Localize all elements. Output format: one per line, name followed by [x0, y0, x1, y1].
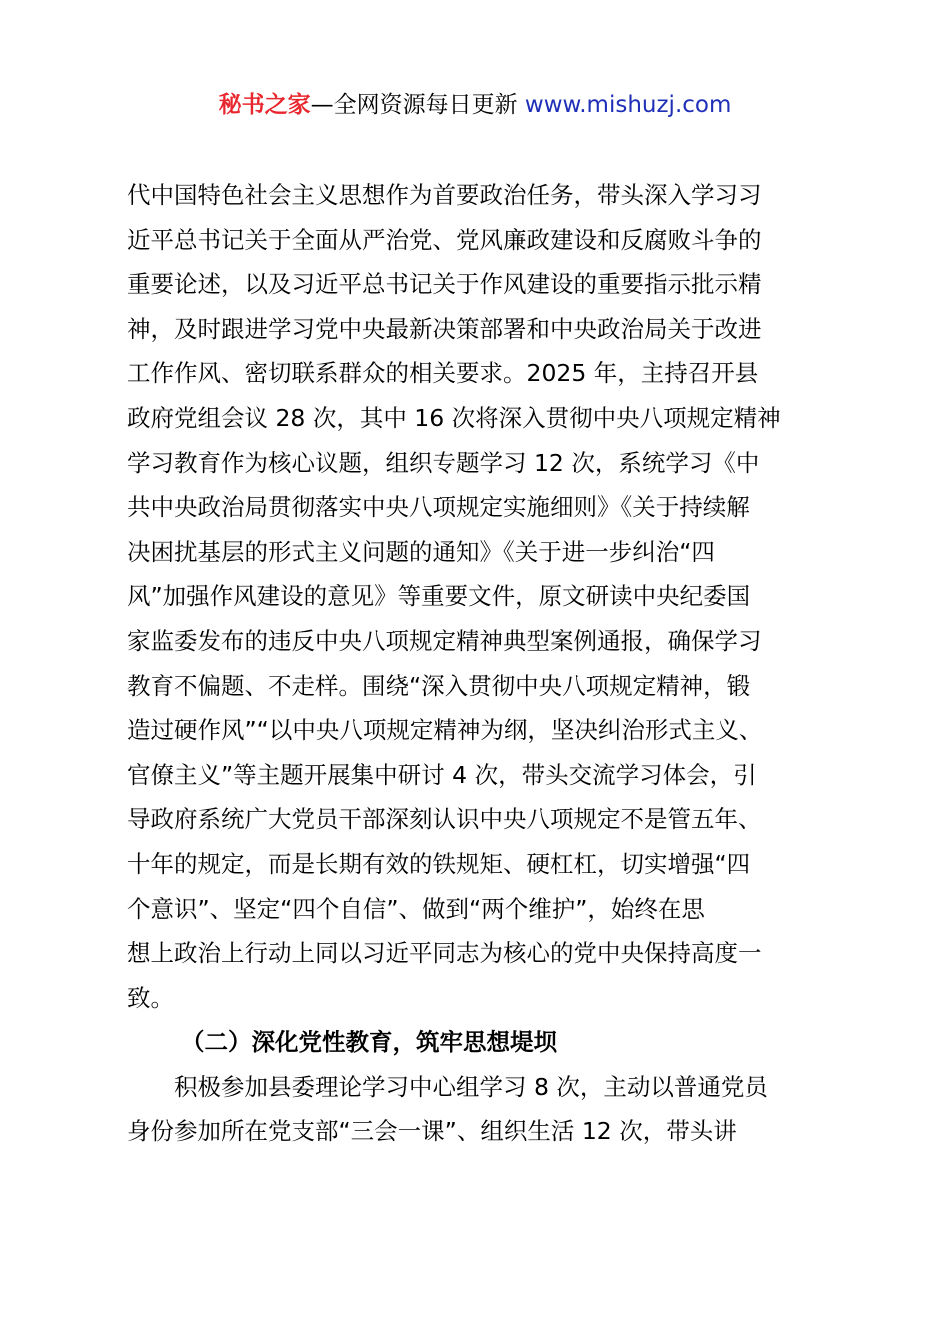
paragraph-line: 共中央政治局贯彻落实中央八项规定实施细则》《关于持续解: [127, 493, 750, 522]
paragraph-line: 学习教育作为核心议题，组织专题学习 12 次，系统学习《中: [127, 448, 760, 477]
website-link[interactable]: www.mishuzj.com: [524, 92, 732, 118]
page-header: [0, 88, 950, 122]
paragraph-line: 个意识”、坚定“四个自信”、做到“两个维护”，始终在思: [127, 894, 705, 923]
paragraph-line: 造过硬作风”“以中央八项规定精神为纲，坚决纠治形式主义、: [127, 716, 763, 745]
paragraph-line: 教育不偏题、不走样。围绕“深入贯彻中央八项规定精神，锻: [127, 671, 751, 700]
paragraph-line: 想上政治上行动上同以习近平同志为核心的党中央保持高度一: [127, 939, 762, 968]
paragraph-line: 风”加强作风建设的意见》等重要文件，原文研读中央纪委国: [127, 582, 751, 611]
header-tagline: —全网资源每日更新: [310, 92, 525, 118]
paragraph-line: 工作作风、密切联系群众的相关要求。2025 年，主持召开县: [127, 359, 759, 388]
paragraph-line: 家监委发布的违反中央八项规定精神典型案例通报，确保学习: [127, 626, 762, 655]
paragraph-line: 代中国特色社会主义思想作为首要政治任务，带头深入学习习: [127, 181, 762, 209]
paragraph-line: 决困扰基层的形式主义问题的通知》《关于进一步纠治“四: [127, 537, 715, 566]
paragraph-line: 十年的规定，而是长期有效的铁规矩、硬杠杠，切实增强“四: [127, 849, 751, 878]
paragraph-line: 政府党组会议 28 次，其中 16 次将深入贯彻中央八项规定精神: [127, 403, 781, 432]
paragraph-line: 神，及时跟进学习党中央最新决策部署和中央政治局关于改进: [127, 314, 762, 343]
section-heading: （二）深化党性教育，筑牢思想堤坝: [181, 1028, 557, 1057]
document-body: [127, 173, 839, 1154]
brand-name: 秘书之家: [218, 92, 311, 118]
paragraph-line: 重要论述，以及习近平总书记关于作风建设的重要指示批示精: [127, 270, 762, 299]
paragraph-line: 官僚主义”等主题开展集中研讨 4 次，带头交流学习体会，引: [127, 760, 757, 789]
paragraph-line: 身份参加所在党支部“三会一课”、组织生活 12 次，带头讲: [127, 1117, 737, 1146]
paragraph-line: 导政府系统广大党员干部深刻认识中央八项规定不是管五年、: [127, 805, 762, 834]
paragraph-line: 积极参加县委理论学习中心组学习 8 次，主动以普通党员: [174, 1072, 768, 1101]
paragraph-line: 近平总书记关于全面从严治党、党风廉政建设和反腐败斗争的: [127, 225, 762, 254]
paragraph-line: 致。: [127, 983, 174, 1012]
